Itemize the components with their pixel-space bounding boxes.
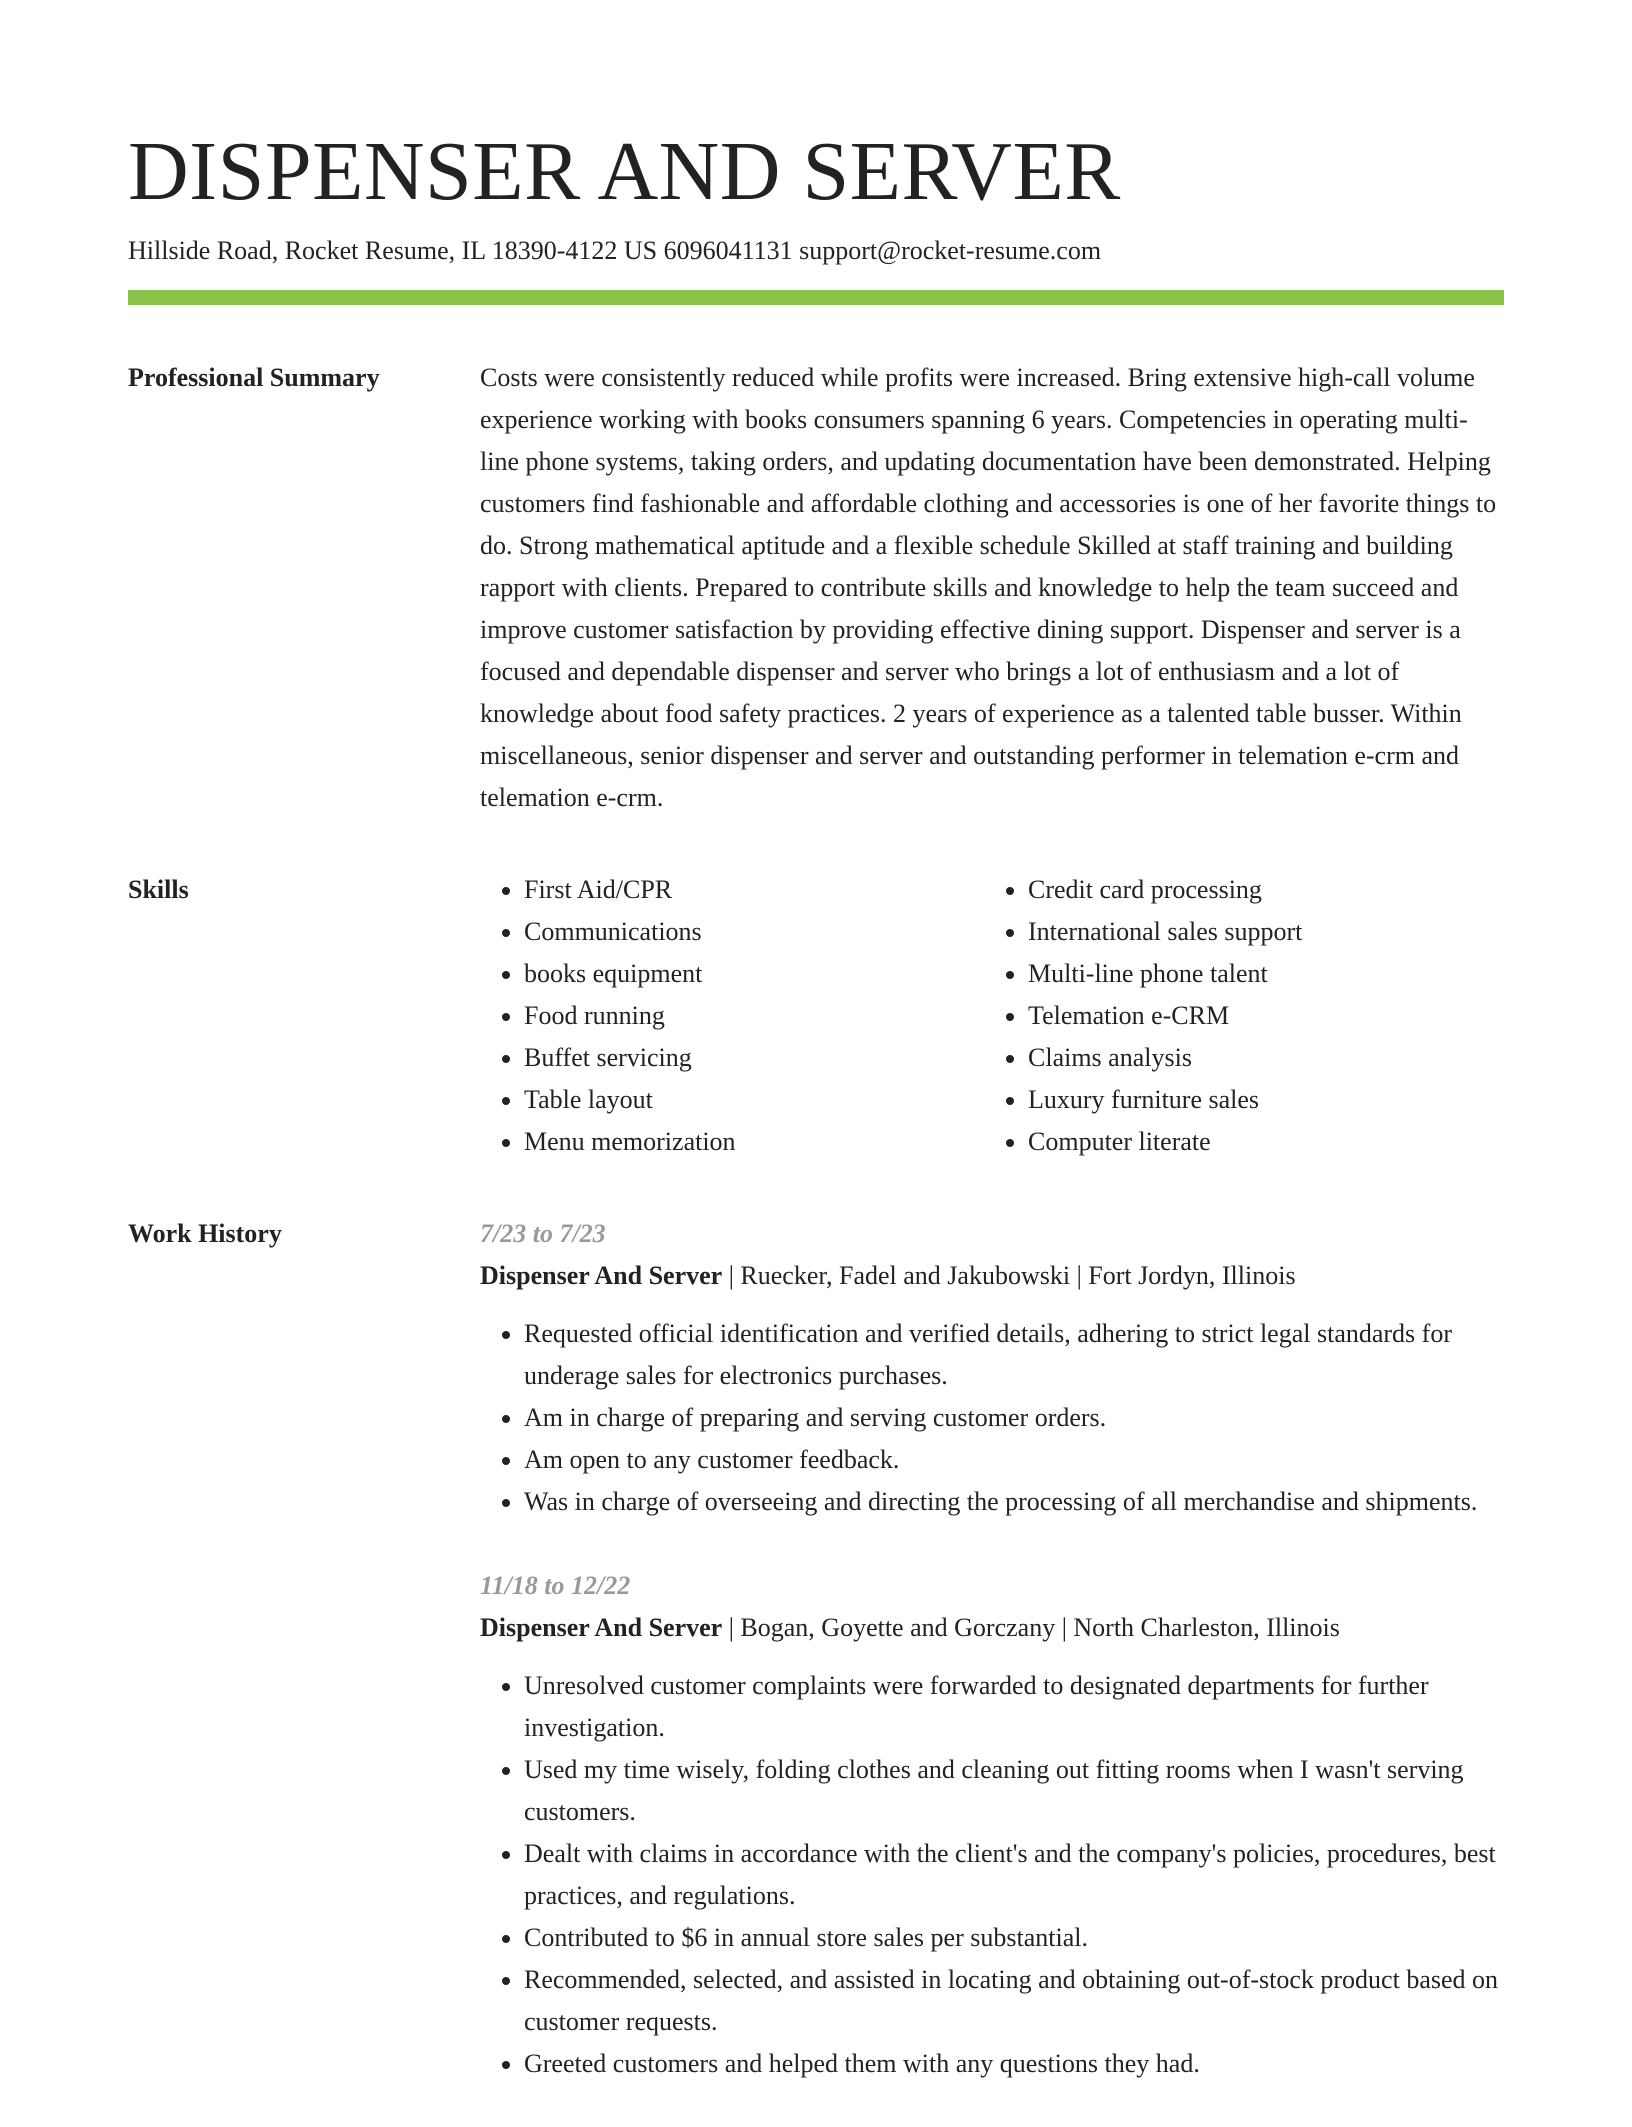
contact-phone: 6096041131 xyxy=(663,236,793,265)
summary-text: Costs were consistently reduced while profits were increased. Bring extensive high-call volume experience working with books consumers spanning 6 years. Competencies in operating multi-line phone systems, taking orders, and updating documentation have been demonstrated. Helping customers find fashionable and affordable clothing and accessories is one of her favorite things to do. Strong mathematical aptitude and a flexible schedule Skilled at staff training and building rapport with clients. Prepared to contribute skills and knowledge to help the team succeed and improve customer satisfaction by providing effective dining support. Dispenser and server is a focused and dependable dispenser and server who brings a lot of enthusiasm and a lot of knowledge about food safety practices. 2 years of experience as a talented table busser. Within miscellaneous, senior dispenser and server and outstanding performer in telemation e-crm and telemation e-crm. xyxy=(480,363,1497,812)
section-summary xyxy=(128,357,1504,819)
job-entry-1 xyxy=(480,1213,1504,1523)
skills-columns xyxy=(480,869,1504,1163)
job-bullet: • Unresolved customer complaints were forwarded to designated departments for further investigation. xyxy=(524,1665,1504,1749)
job-bullets xyxy=(480,1665,1504,2085)
skill-item: • Credit card processing xyxy=(1028,869,1488,911)
section-work-history xyxy=(128,1213,1504,2127)
section-label-work: Work History xyxy=(128,1219,282,1248)
job-bullet: • Greeted customers and helped them with any questions they had. xyxy=(524,2043,1504,2085)
section-label-summary: Professional Summary xyxy=(128,363,380,392)
skills-column-2 xyxy=(984,869,1488,1163)
skill-item: • Table layout xyxy=(524,1079,984,1121)
contact-line xyxy=(128,234,1504,268)
skill-item: • First Aid/CPR xyxy=(524,869,984,911)
job-dates: 11/18 to 12/22 xyxy=(480,1571,631,1600)
job-bullet: • Am open to any customer feedback. xyxy=(524,1439,1504,1481)
skill-item: • books equipment xyxy=(524,953,984,995)
section-label-skills: Skills xyxy=(128,875,189,904)
section-body-summary xyxy=(480,357,1504,819)
job-title-line xyxy=(480,1255,1504,1297)
resume-page xyxy=(128,122,1504,2127)
skills-column-1 xyxy=(480,869,984,1163)
skill-item: • Menu memorization xyxy=(524,1121,984,1163)
job-bullets xyxy=(480,1313,1504,1523)
job-bullet: • Am in charge of preparing and serving customer orders. xyxy=(524,1397,1504,1439)
job-bullet: • Contributed to $6 in annual store sales per substantial. xyxy=(524,1917,1504,1959)
job-title: Dispenser And Server xyxy=(480,1613,723,1642)
skill-item: • Telemation e-CRM xyxy=(1028,995,1488,1037)
skill-item: • Luxury furniture sales xyxy=(1028,1079,1488,1121)
section-skills xyxy=(128,869,1504,1163)
skill-item: • Computer literate xyxy=(1028,1121,1488,1163)
section-body-work xyxy=(480,1213,1504,2127)
job-bullet: • Recommended, selected, and assisted in locating and obtaining out-of-stock product based on customer requests. xyxy=(524,1959,1504,2043)
contact-email: support@rocket-resume.com xyxy=(799,236,1102,265)
skill-item: • Claims analysis xyxy=(1028,1037,1488,1079)
job-bullet: • Used my time wisely, folding clothes and cleaning out fitting rooms when I wasn't serving customers. xyxy=(524,1749,1504,1833)
resume-name: DISPENSER AND SERVER xyxy=(128,125,1121,218)
skill-item: • Multi-line phone talent xyxy=(1028,953,1488,995)
skill-item: • Buffet servicing xyxy=(524,1037,984,1079)
job-title-line xyxy=(480,1607,1504,1649)
skill-item: • International sales support xyxy=(1028,911,1488,953)
skill-item: • Food running xyxy=(524,995,984,1037)
job-title: Dispenser And Server xyxy=(480,1261,723,1290)
job-details: | Ruecker, Fadel and Jakubowski | Fort Jordyn, Illinois xyxy=(722,1261,1296,1290)
job-dates: 7/23 to 7/23 xyxy=(480,1219,606,1248)
header-divider xyxy=(128,290,1504,305)
contact-address: Hillside Road, Rocket Resume, IL 18390-4122 US xyxy=(128,236,658,265)
job-bullet: • Was in charge of overseeing and directing the processing of all merchandise and shipments. xyxy=(524,1481,1504,1523)
job-bullet: • Dealt with claims in accordance with the client's and the company's policies, procedures, best practices, and regulations. xyxy=(524,1833,1504,1917)
job-details: | Bogan, Goyette and Gorczany | North Charleston, Illinois xyxy=(722,1613,1340,1642)
job-entry-2 xyxy=(480,1565,1504,2085)
job-bullet: • Requested official identification and verified details, adhering to strict legal standards for underage sales for electronics purchases. xyxy=(524,1313,1504,1397)
skill-item: • Communications xyxy=(524,911,984,953)
